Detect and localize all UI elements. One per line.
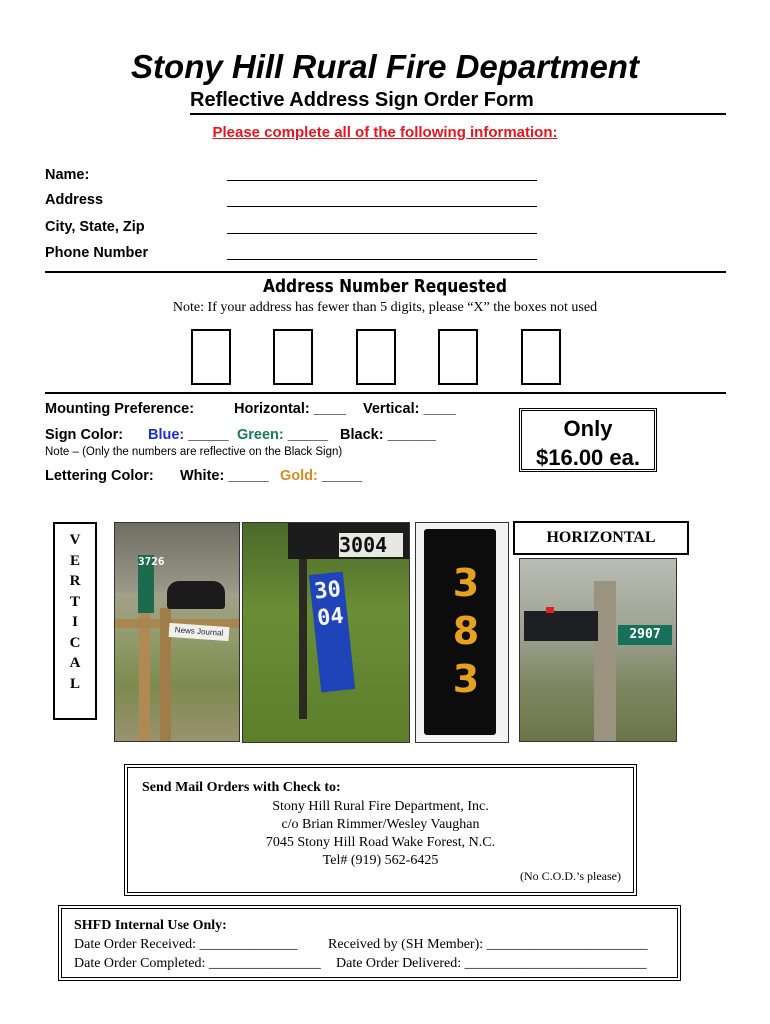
gold-numbers: 383 — [452, 561, 480, 701]
gold-option[interactable] — [280, 468, 362, 484]
name-label: Name: — [45, 167, 90, 183]
horizontal-option[interactable]: Horizontal: ____ — [234, 401, 346, 417]
mail-line: c/o Brian Rimmer/Wesley Vaughan — [281, 817, 480, 832]
city-state-zip-label: City, State, Zip — [45, 219, 145, 235]
internal-use-box — [58, 905, 681, 981]
blue-option[interactable] — [148, 427, 229, 443]
mail-line: Stony Hill Rural Fire Department, Inc. — [272, 799, 489, 814]
mail-line: Tel# (919) 562-6425 — [322, 853, 439, 868]
green-blank: _____ — [283, 427, 329, 443]
instruction-text: Please complete all of the following information: — [212, 124, 558, 141]
photo-vertical-green — [114, 522, 240, 742]
page-title: Stony Hill Rural Fire Department — [131, 48, 639, 85]
title-rule — [190, 113, 726, 115]
vertical-letter: R — [69, 573, 81, 589]
phone-label: Phone Number — [45, 245, 149, 261]
price-box — [519, 408, 657, 472]
photo-black-gold — [415, 522, 509, 743]
address-number-heading: Address Number Requested — [262, 276, 508, 297]
lettering-label: Lettering Color: — [45, 468, 154, 484]
black-option[interactable]: Black: ______ — [340, 427, 436, 443]
form-subtitle: Reflective Address Sign Order Form — [190, 89, 534, 111]
vertical-option[interactable]: Vertical: ____ — [363, 401, 456, 417]
date-delivered-field[interactable]: Date Order Delivered: __________________________ — [336, 956, 647, 971]
price-only: Only — [563, 416, 613, 441]
price-amount: $16.00 ea. — [536, 445, 640, 470]
digit-box-4[interactable] — [438, 329, 478, 385]
vertical-letter: E — [69, 552, 80, 569]
digit-box-1[interactable] — [191, 329, 231, 385]
city-state-zip-input[interactable] — [227, 233, 537, 234]
address-number-note: Note: If your address has fewer than 5 digits, please “X” the boxes not used — [172, 300, 598, 315]
sign-color-note: Note – (Only the numbers are reflective on the Black Sign) — [45, 446, 343, 458]
photo-vertical-blue — [242, 522, 410, 743]
vertical-label-box — [53, 522, 97, 720]
mailbox-flag — [546, 607, 554, 613]
newspaper-tube: News Journal — [169, 623, 230, 641]
mounting-label: Mounting Preference: — [45, 401, 195, 417]
address-input[interactable] — [227, 206, 537, 207]
cod-note: (No C.O.D.’s please) — [520, 869, 621, 883]
green-sign: 3726 — [138, 555, 154, 613]
digit-box-2[interactable] — [273, 329, 313, 385]
mail-orders-box — [124, 764, 637, 896]
blue-label: Blue: — [148, 427, 185, 443]
options-rule — [45, 392, 726, 394]
mail-orders-heading: Send Mail Orders with Check to: — [142, 780, 341, 795]
blue-blank: _____ — [184, 427, 229, 443]
post — [299, 559, 307, 719]
vertical-letter: L — [69, 675, 80, 692]
digit-box-3[interactable] — [356, 329, 396, 385]
address-label: Address — [45, 192, 104, 208]
date-received-field[interactable]: Date Order Received: ______________ — [74, 937, 298, 952]
horizontal-label-box: HORIZONTAL — [513, 521, 689, 555]
name-input[interactable] — [227, 180, 537, 181]
mail-line: 7045 Stony Hill Road Wake Forest, N.C. — [265, 835, 496, 850]
internal-heading: SHFD Internal Use Only: — [74, 918, 227, 933]
post — [594, 581, 616, 741]
vertical-letter: C — [69, 634, 81, 651]
blue-sign: 3004 — [309, 572, 355, 693]
vertical-letter: V — [69, 532, 81, 548]
date-completed-field[interactable]: Date Order Completed: ________________ — [74, 956, 321, 971]
vertical-letter: I — [72, 614, 78, 630]
phone-input[interactable] — [227, 259, 537, 260]
digit-box-5[interactable] — [521, 329, 561, 385]
section-rule — [45, 271, 726, 273]
sign-color-label: Sign Color: — [45, 427, 124, 443]
mailbox — [167, 581, 225, 609]
white-option[interactable]: White: _____ — [180, 468, 269, 484]
vertical-letter: T — [69, 593, 80, 610]
green-label: Green: — [237, 427, 284, 443]
horizontal-number-plate: 3004 — [339, 533, 403, 557]
gold-blank: _____ — [317, 468, 363, 484]
received-by-field[interactable]: Received by (SH Member): _______________________ — [328, 937, 648, 952]
vertical-letter: A — [69, 655, 81, 671]
photo-horizontal-green — [519, 558, 677, 742]
green-horizontal-sign: 2907 — [618, 625, 672, 645]
green-option[interactable] — [237, 427, 328, 443]
mailbox — [524, 611, 598, 641]
gold-label: Gold: — [280, 468, 318, 484]
